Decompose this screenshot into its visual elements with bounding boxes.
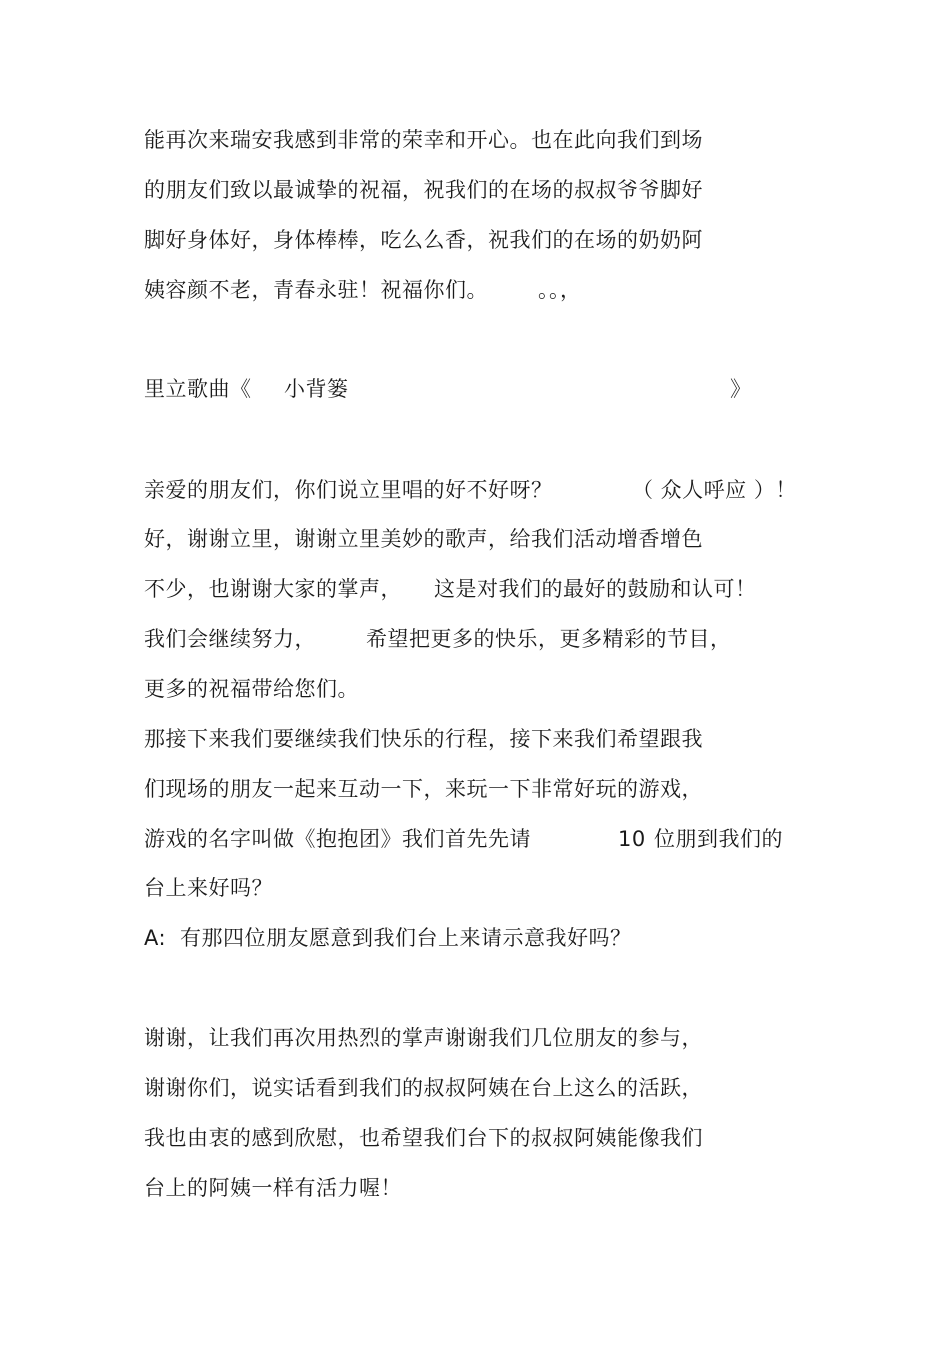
text-line: 台上的阿姨一样有活力喔！ [144, 1176, 402, 1200]
text-line: 台上来好吗？ [144, 876, 273, 900]
speaker-label: A: [144, 926, 167, 950]
text-line: 谢谢，让我们再次用热烈的掌声谢谢我们几位朋友的参与， [144, 1026, 703, 1050]
song-suffix: 》 [730, 377, 752, 401]
text-line: 好，谢谢立里，谢谢立里美妙的歌声，给我们活动增香增色 [144, 527, 703, 551]
text-line: 的朋友们致以最诚挚的祝福，祝我们的在场的叔叔爷爷脚好 [144, 178, 703, 202]
text-segment: 位朋到我们的 [654, 827, 783, 851]
text-line: 那接下来我们要继续我们快乐的行程，接下来我们希望跟我 [144, 727, 703, 751]
text-line: 更多的祝福带给您们。 [144, 677, 359, 701]
text-segment: 亲爱的朋友们，你们说立里唱的好不好呀？ [144, 478, 553, 502]
text-segment: 这是对我们的最好的鼓励和认可！ [434, 577, 757, 601]
song-name: 小背篓 [284, 377, 349, 401]
text-line: 脚好身体好，身体棒棒，吃么么香，祝我们的在场的奶奶阿 [144, 228, 703, 252]
text-number: 10 [618, 827, 646, 851]
text-line: 们现场的朋友一起来互动一下，来玩一下非常好玩的游戏， [144, 777, 703, 801]
text-segment: 我们会继续努力， [144, 627, 316, 651]
text-line [144, 925, 632, 1029]
text-segment: （ 众人呼应 ）！ [632, 478, 797, 502]
text-segment: 希望把更多的快乐，更多精彩的节目， [366, 627, 732, 651]
text-segment: 姨容颜不老，青春永驻！祝福你们。 [144, 278, 488, 302]
text-line: 能再次来瑞安我感到非常的荣幸和开心。也在此向我们到场 [144, 128, 703, 152]
song-prefix: 里立歌曲《 [144, 377, 252, 401]
text-segment: 。。， [538, 278, 582, 302]
text-segment: 不少，也谢谢大家的掌声， [144, 577, 402, 601]
text-line: 谢谢你们，说实话看到我们的叔叔阿姨在台上这么的活跃， [144, 1076, 703, 1100]
text-segment: 有那四位朋友愿意到我们台上来请示意我好吗？ [180, 926, 632, 950]
text-segment: 游戏的名字叫做《抱抱团》我们首先先请 [144, 827, 531, 851]
text-line [144, 277, 582, 381]
text-line: 我也由衷的感到欣慰，也希望我们台下的叔叔阿姨能像我们 [144, 1126, 703, 1150]
